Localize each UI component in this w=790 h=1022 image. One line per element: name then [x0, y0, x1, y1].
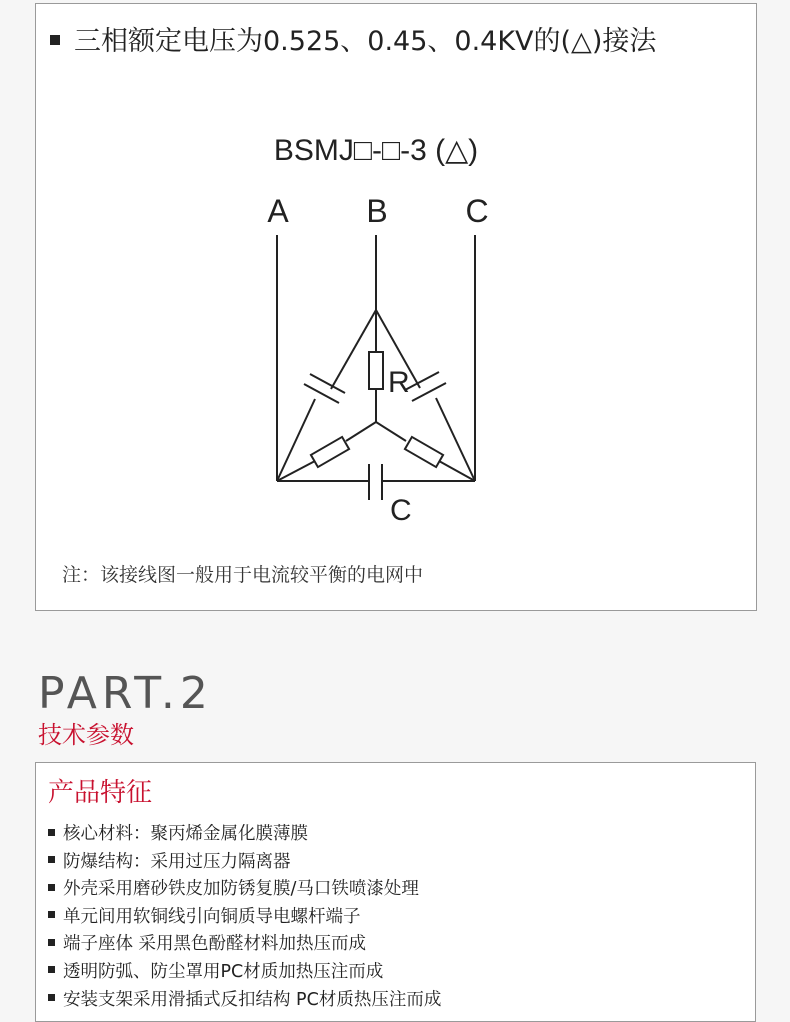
diagram-note: 注：该接线图一般用于电流较平衡的电网中	[62, 564, 424, 586]
feature-text: 防爆结构：采用过压力隔离器	[63, 851, 291, 872]
list-item	[48, 904, 441, 932]
features-list	[48, 821, 441, 1014]
edge-bc-lower	[436, 398, 475, 481]
feature-text: 透明防弧、防尘罩用PC材质加热压注而成	[63, 961, 384, 982]
features-title: 产品特征	[48, 778, 153, 808]
capacitor-label: C	[390, 494, 412, 527]
list-item	[48, 987, 441, 1015]
resistor-a	[311, 437, 349, 467]
terminal-c-label: C	[465, 193, 489, 229]
resistor-a-wire-top	[346, 422, 376, 441]
model-label: BSMJ□-□-3 (△)	[273, 134, 479, 167]
list-item	[48, 959, 441, 987]
terminal-a-label: A	[267, 193, 289, 229]
section-title: PART.2	[38, 668, 213, 719]
delta-wiring-diagram	[36, 4, 756, 610]
capacitor-bc-plate1	[405, 372, 439, 390]
square-bullet-icon	[48, 884, 55, 891]
square-bullet-icon	[48, 939, 55, 946]
feature-text: 端子座体 采用黑色酚醛材料加热压而成	[63, 934, 367, 955]
square-bullet-icon	[48, 856, 55, 863]
list-item	[48, 849, 441, 877]
resistor-b	[369, 352, 383, 389]
resistor-label: R	[388, 366, 410, 399]
features-panel	[35, 762, 756, 1022]
square-bullet-icon	[48, 966, 55, 973]
list-item	[48, 876, 441, 904]
diagram-heading-text: 三相额定电压为0.525、0.45、0.4KV的(△)接法	[74, 26, 657, 57]
square-bullet-icon	[48, 994, 55, 1001]
wiring-diagram-panel	[35, 3, 757, 611]
resistor-c	[405, 437, 443, 467]
feature-text: 外壳采用磨砂铁皮加防锈复膜/马口铁喷漆处理	[63, 879, 419, 900]
edge-ab-lower	[277, 399, 315, 481]
circuit-wiring	[277, 235, 475, 500]
section-subtitle: 技术参数	[38, 721, 134, 749]
list-item	[48, 931, 441, 959]
capacitor-bc-plate2	[412, 383, 446, 401]
square-bullet-icon	[48, 911, 55, 918]
terminal-b-label: B	[366, 193, 388, 229]
feature-text: 安装支架采用滑插式反扣结构 PC材质热压注而成	[63, 989, 442, 1010]
feature-text: 核心材料：聚丙烯金属化膜薄膜	[63, 824, 308, 844]
square-bullet-icon	[48, 829, 55, 836]
list-item	[48, 821, 441, 849]
feature-text: 单元间用软铜线引向铜质导电螺杆端子	[63, 906, 361, 927]
resistor-c-wire-top	[376, 422, 406, 441]
